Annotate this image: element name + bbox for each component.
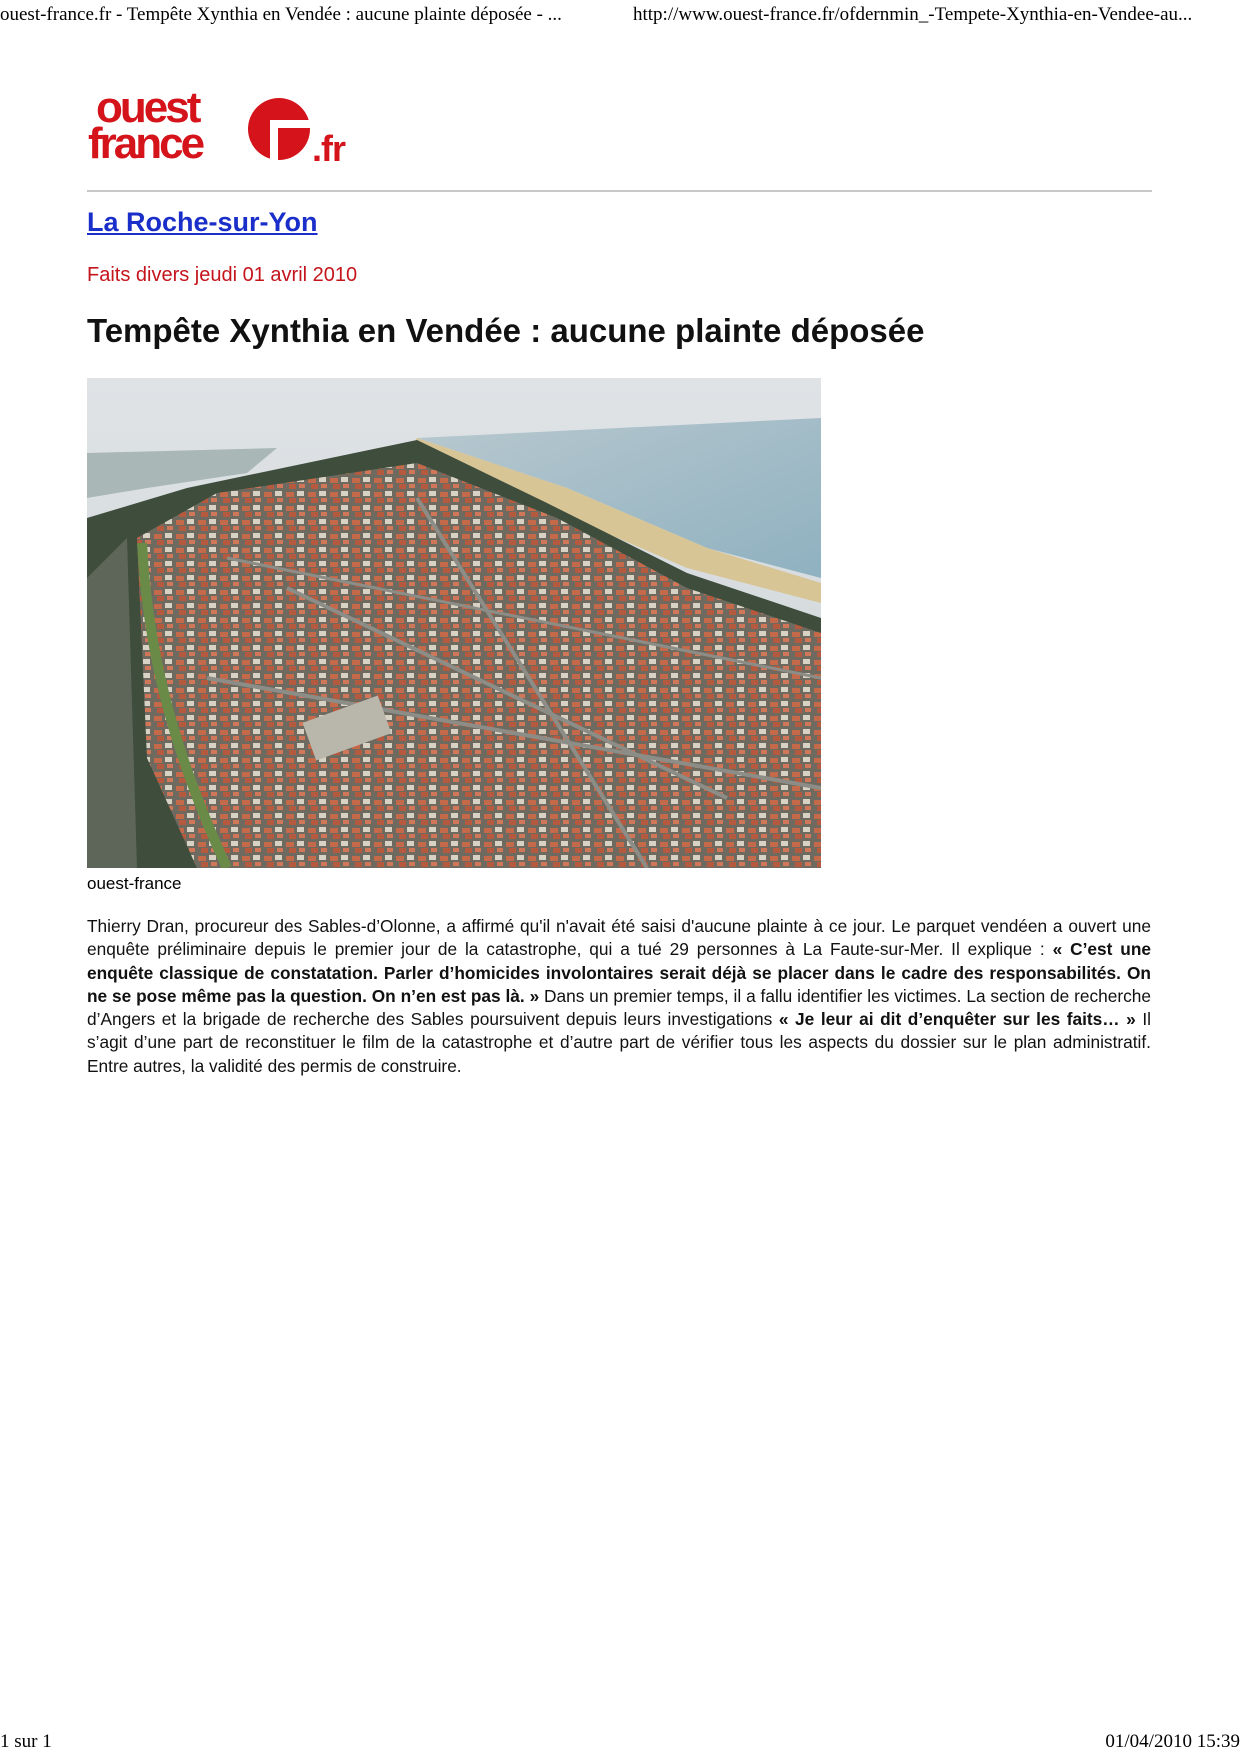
ouest-france-logo-mark-icon	[248, 98, 310, 160]
body-quote: « C’est une enquête classique de constatation. Parler d’homicides involontaires serait déjà se placer dans le cadre des responsabilités. On ne se pose même pas la question. On n’en est pas là. »	[87, 939, 1151, 1006]
article-photo	[87, 378, 821, 868]
body-run: Il s’agit d’une part de reconstituer le film de la catastrophe et d’autre part de vérifier tous les aspects du dossier sur le plan administratif. Entre autres, la validité des permis de construire.	[87, 1009, 1151, 1076]
article-body	[87, 915, 1151, 1078]
header-divider	[87, 190, 1152, 192]
section-link[interactable]: La Roche-sur-Yon	[87, 207, 318, 237]
print-footer-page: 1 sur 1	[0, 1731, 52, 1752]
logo-word-france: france	[88, 119, 203, 168]
body-run: Thierry Dran, procureur des Sables-d’Olonne, a affirmé qu'il n'avait été saisi d'aucune plainte à ce jour. Le parquet vendéen a ouvert une enquête préliminaire depuis le premier jour de la catastrophe, qui a tué 29 personnes à La Faute-sur-Mer. Il explique :	[87, 916, 1151, 960]
ouest-france-logo[interactable]	[88, 83, 358, 169]
print-footer-datetime: 01/04/2010 15:39	[1105, 1731, 1240, 1752]
print-header-title: ouest-france.fr - Tempête Xynthia en Vendée : aucune plainte déposée - ...	[0, 4, 562, 25]
logo-word-ouest: ouest	[96, 83, 199, 132]
body-run: Dans un premier temps, il a fallu identifier les victimes. La section de recherche d’Angers et la brigade de recherche des Sables poursuivent depuis leurs investigations	[87, 985, 1151, 1030]
article-headline: Tempête Xynthia en Vendée : aucune plainte déposée	[87, 312, 925, 349]
photo-caption: ouest-france	[87, 874, 182, 893]
logo-suffix: .fr	[312, 128, 345, 169]
article-kicker: Faits divers jeudi 01 avril 2010	[87, 264, 358, 286]
body-quote: « Je leur ai dit d’enquêter sur les faits… »	[778, 1009, 1136, 1030]
print-header-url: http://www.ouest-france.fr/ofdernmin_-Tempete-Xynthia-en-Vendee-au...	[633, 4, 1193, 25]
